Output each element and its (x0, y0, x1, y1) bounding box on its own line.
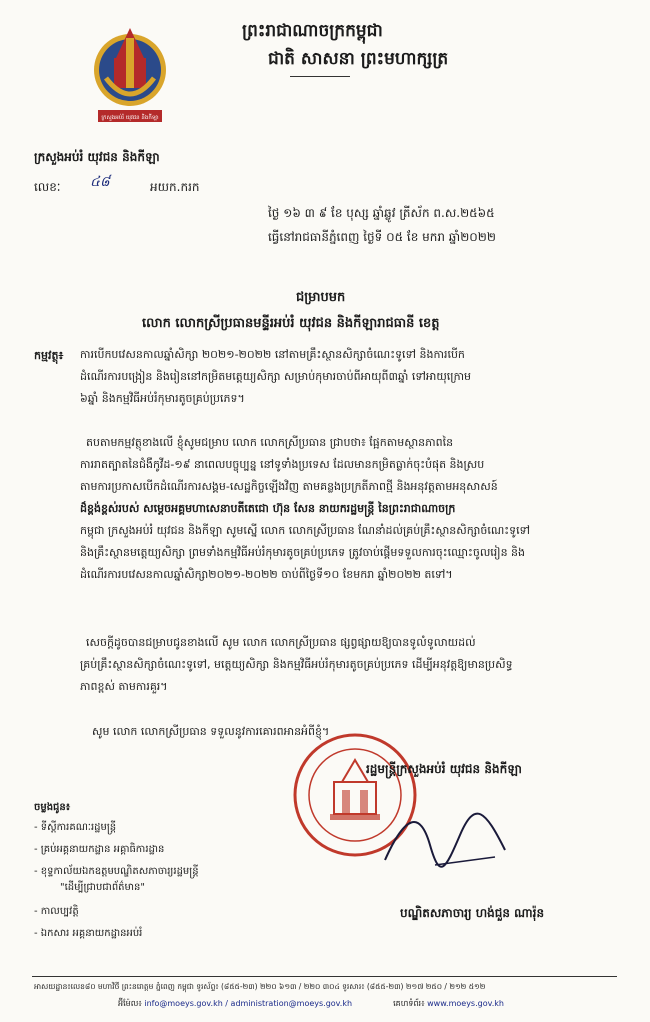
recipient-name: លោក លោកស្រីប្រធានមន្ទីរអប់រំ យុវជន និងកីឡារាជធានី ខេត្ត (142, 316, 440, 331)
cc-item: - គ្រប់អគ្គនាយកដ្ឋាន អគ្គាធិការដ្ឋាន (34, 844, 165, 855)
website-link[interactable]: www.moeys.gov.kh (427, 999, 504, 1008)
paragraph-line: តបតាមកម្មវត្ថុខាងលើ ខ្ញុំសូមជម្រាប លោក លោកស្រីប្រធាន ជ្រាបថា៖ ផ្អែកតាមស្ថានភាពនៃ (86, 436, 454, 449)
footer-contact (118, 998, 504, 1010)
email-link[interactable]: info@moeys.gov.kh / administration@moeys.gov.kh (144, 999, 353, 1008)
reference-number: ៤៨ (90, 174, 110, 190)
cc-item: - កាលប្បវត្តិ (34, 906, 79, 917)
paragraph-line: គ្រប់គ្រឹះស្ថានសិក្សាចំណេះទូទៅ, មត្តេយ្យសិក្សា និងកម្មវិធីអប់រំកុមារតូចគ្រប់ប្រភេទ ដើម្បីអនុវត្តឱ្យមានប្រសិទ្ធ (80, 658, 513, 671)
kingdom-title: ព្រះរាជាណាចក្រកម្ពុជា (242, 21, 383, 41)
cc-item: - ឯកសារ អគ្គនាយកដ្ឋានអប់រំ (34, 928, 143, 939)
subject-line: ៦ឆ្នាំ និងកម្មវិធីអប់រំកុមារតូចគ្រប់ប្រភេទ។ (80, 392, 245, 405)
logo-caption: ក្រសួងអប់រំ យុវជន និងកីឡា (101, 115, 159, 121)
subject-line: ការបើកបវេសនកាលឆ្នាំសិក្សា ២០២១-២០២២ នៅតាមគ្រឹះស្ថានសិក្សាចំណេះទូទៅ និងការបើក (80, 348, 465, 361)
ministry-name: ក្រសួងអប់រំ យុវជន និងកីឡា (34, 150, 160, 164)
paragraph-line: ការរាតត្បាតនៃជំងឺកូវីដ-១៩ នាពេលបច្ចុប្បន្ន នៅទូទាំងប្រទេស ដែលមានកម្រិតធ្លាក់ចុះបំផុត និងស្រប (80, 458, 485, 471)
cc-heading: ចម្លងជូន៖ (34, 802, 71, 813)
subject-line: ដំណើរការបង្រៀន និងរៀននៅកម្រិតមត្តេយ្យសិក្សា សម្រាប់កុមារចាប់ពីអាយុពី៣ឆ្នាំ ទៅអាយុក្រោម (80, 370, 472, 383)
cc-list (34, 820, 199, 942)
footer-divider (32, 976, 617, 977)
motto-divider (290, 76, 350, 77)
subject-text (80, 344, 610, 410)
body-paragraph-1 (80, 432, 610, 586)
subject-label: កម្មវត្ថុ៖ (34, 349, 64, 362)
signatory-position: រដ្ឋមន្ត្រីក្រសួងអប់រំ យុវជន និងកីឡា (366, 762, 522, 776)
reference-label: លេខៈ (34, 180, 61, 194)
reference-suffix: អយក.ករក (150, 180, 200, 194)
national-motto: ជាតិ សាសនា ព្រះមហាក្សត្រ (268, 49, 449, 69)
closing-line: សូម លោក លោកស្រីប្រធាន ទទួលនូវការគោរពអានអំពីខ្ញុំ។ (92, 725, 330, 738)
paragraph-line: ភាពខ្ពស់ តាមការគួរ។ (80, 680, 168, 693)
cc-item: - ខុទ្ទកាល័យឯកឧត្តមបណ្ឌិតសភាចារ្យរដ្ឋមន្ត្រី (34, 866, 199, 877)
paragraph-line: និងគ្រឹះស្ថានមត្តេយ្យសិក្សា ព្រមទាំងកម្មវិធីអប់រំកុមារតូចគ្រប់ប្រភេទ ត្រូវចាប់ផ្តើមទទួលការចុះឈ្មោះចូលរៀន និង (80, 546, 526, 559)
cc-item: "ដើម្បីជ្រាបជាព័ត៌មាន" (60, 882, 145, 893)
email-label: អ៊ីម៉ែល៖ (118, 999, 142, 1008)
paragraph-line: ដ៏ខ្ពង់ខ្ពស់របស់ សម្តេចអគ្គមហាសេនាបតីតេជោ ហ៊ុន សែន នាយករដ្ឋមន្ត្រី នៃព្រះរាជាណាចក្រ (80, 502, 456, 515)
paragraph-line: កម្ពុជា ក្រសួងអប់រំ យុវជន និងកីឡា សូមស្នើ លោក លោកស្រីប្រធាន ណែនាំដល់គ្រប់គ្រឹះស្ថានសិក្សាចំណេះទូទៅ (80, 524, 531, 537)
handwritten-signature (375, 805, 515, 875)
paragraph-line: ដំណើរការបវេសនកាលឆ្នាំសិក្សា២០២១-២០២២ ចាប់ពីថ្ងៃទី១០ ខែមករា ឆ្នាំ២០២២ តទៅ។ (80, 568, 453, 581)
lunar-date: ថ្ងៃ ១៦ ៣ ៩ ខែ បុស្ស ឆ្នាំឆ្លូវ ត្រីស័ក ព.ស.២៥៦៥ (268, 206, 495, 220)
salutation-heading: ជម្រាបមក (296, 290, 346, 305)
cc-item: - ទីស្តីការគណៈរដ្ឋមន្ត្រី (34, 822, 117, 833)
body-paragraph-2 (80, 632, 610, 698)
paragraph-line: តាមការប្រកាសបើកដំណើរការសង្គម-សេដ្ឋកិច្ចឡើងវិញ តាមគន្លងប្រក្រតីភាពថ្មី និងអនុវត្តតាមអនុសាសន៍ (80, 480, 498, 493)
solar-date: ធ្វើនៅរាជធានីភ្នំពេញ ថ្ងៃទី ០៥ ខែ មករា ឆ្នាំ២០២២ (268, 230, 496, 244)
signatory-name: បណ្ឌិតសភាចារ្យ ហង់ជួន ណារ៉ុន (400, 906, 545, 920)
ministry-logo (84, 18, 176, 138)
paragraph-line: សេចក្តីដូចបានជម្រាបជូនខាងលើ សូម លោក លោកស្រីប្រធាន ផ្សព្វផ្សាយឱ្យបានទូលំទូលាយដល់ (86, 636, 476, 649)
footer-address: អាសយដ្ឋាន៖លេខ៨០ មហាវិថី ព្រះនរោត្តម ភ្នំពេញ កម្ពុជា ទូរស័ព្ទ៖ (៨៥៥-២៣) ២២០ ៦១៣ / ២២០ ៣០៤ ទូរសារ៖ (៨៥៥-២៣) ២១៧ ២៥០ / ២១២ ៥១២ (34, 982, 486, 991)
website-label: គេហទំព័រ៖ (393, 999, 425, 1008)
